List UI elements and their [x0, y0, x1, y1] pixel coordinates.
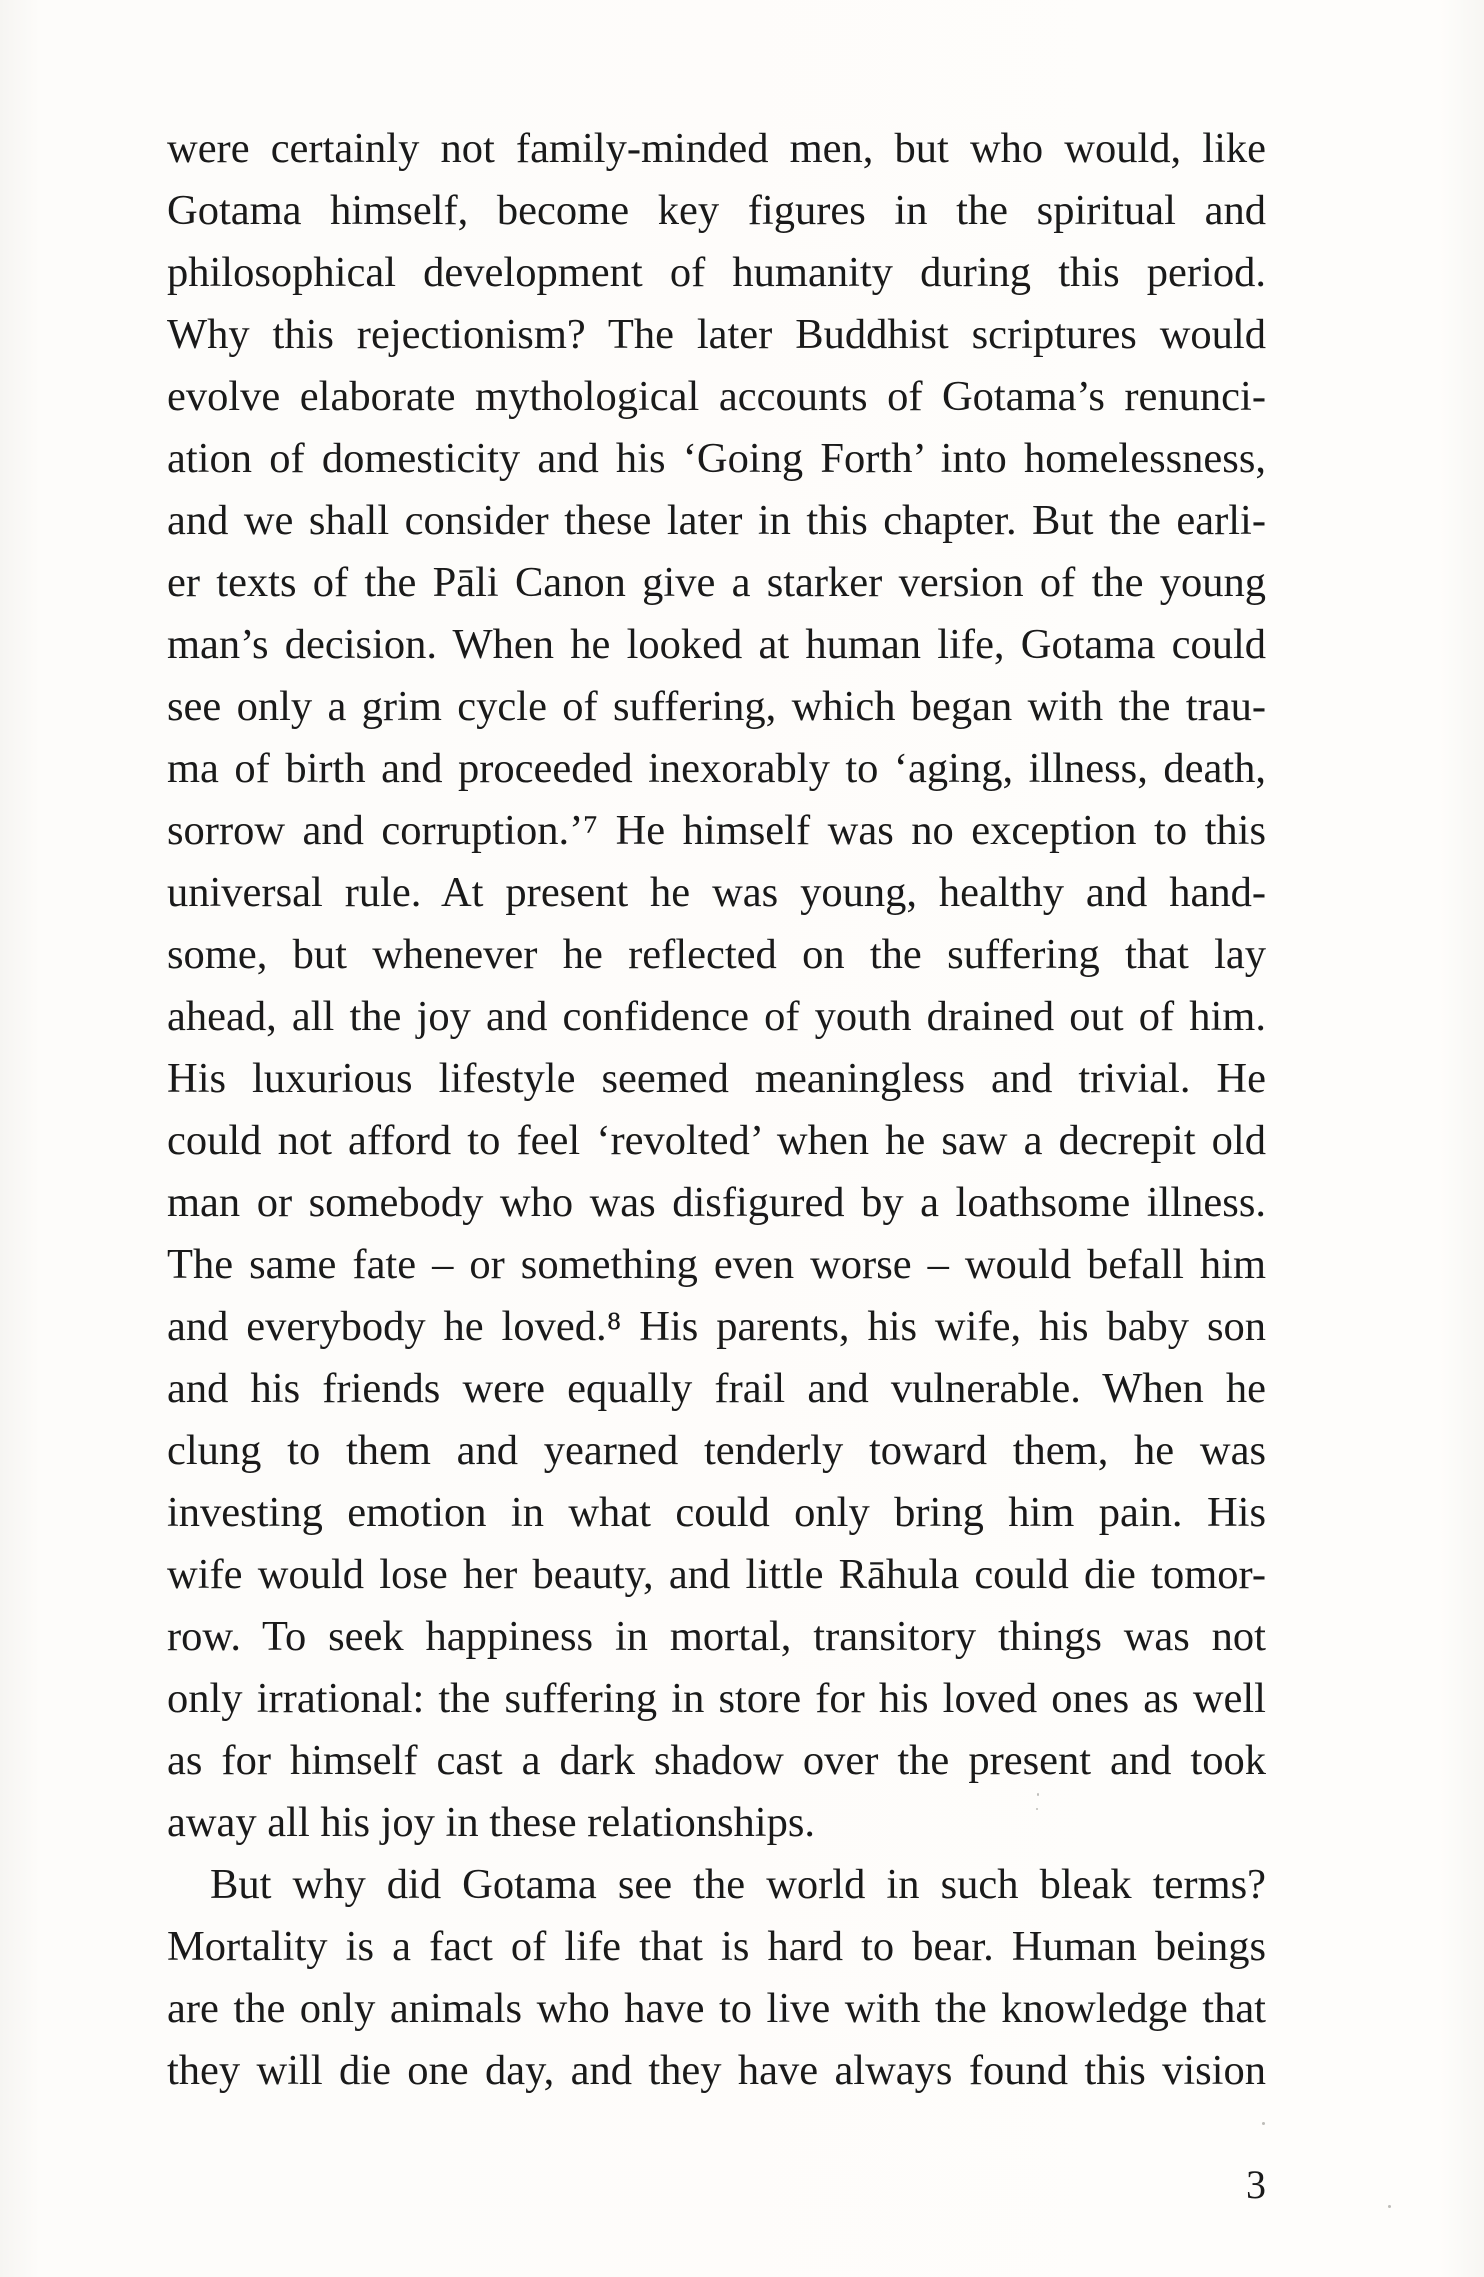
text-line: as for himself cast a dark shadow over the present and took	[167, 1737, 1266, 1784]
text-line: Mortality is a fact of life that is hard to bear. Human beings	[167, 1923, 1266, 1970]
text-line: and we shall consider these later in this chapter. But the earli-	[167, 497, 1266, 544]
text-line: Why this rejectionism? The later Buddhist scriptures would	[167, 311, 1266, 358]
text-line: they will die one day, and they have always found this vision	[167, 2047, 1266, 2094]
text-line: universal rule. At present he was young, healthy and hand-	[167, 869, 1266, 916]
text-line: are the only animals who have to live with the knowledge that	[167, 1985, 1266, 2032]
text-line: But why did Gotama see the world in such bleak terms?	[210, 1861, 1266, 1908]
text-line: only irrational: the suffering in store for his loved ones as well	[167, 1675, 1266, 1722]
paragraph-1	[167, 118, 1266, 1854]
text-line: The same fate – or something even worse – would befall him	[167, 1241, 1266, 1288]
page-number: 3	[1246, 2162, 1266, 2207]
text-line: and his friends were equally frail and vulnerable. When he	[167, 1365, 1266, 1412]
body-text	[167, 118, 1266, 2102]
text-line: wife would lose her beauty, and little Rāhula could die tomor-	[167, 1551, 1266, 1598]
paragraph-2	[167, 1854, 1266, 2102]
paper-speck	[1036, 1808, 1038, 1810]
text-line: row. To seek happiness in mortal, transitory things was not	[167, 1613, 1266, 1660]
text-line: were certainly not family-minded men, but who would, like	[167, 125, 1266, 172]
text-line: away all his joy in these relationships.	[167, 1799, 816, 1846]
text-line: ma of birth and proceeded inexorably to ‘aging, illness, death,	[167, 745, 1266, 792]
text-line: philosophical development of humanity during this period.	[167, 249, 1266, 296]
text-line: ation of domesticity and his ‘Going Forth’ into homelessness,	[167, 435, 1266, 482]
text-line: ahead, all the joy and confidence of youth drained out of him.	[167, 993, 1266, 1040]
text-line: could not afford to feel ‘revolted’ when he saw a decrepit old	[167, 1117, 1266, 1164]
text-line: er texts of the Pāli Canon give a starker version of the young	[167, 559, 1266, 606]
paper-speck	[1388, 2205, 1391, 2208]
text-line: some, but whenever he reflected on the suffering that lay	[167, 931, 1266, 978]
text-line: Gotama himself, become key figures in the spiritual and	[167, 187, 1266, 234]
text-line: and everybody he loved.⁸ His parents, his wife, his baby son	[167, 1303, 1266, 1350]
text-line: clung to them and yearned tenderly toward them, he was	[167, 1427, 1266, 1474]
text-line: sorrow and corruption.’⁷ He himself was no exception to this	[167, 807, 1266, 854]
text-line: His luxurious lifestyle seemed meaningless and trivial. He	[167, 1055, 1266, 1102]
text-line: evolve elaborate mythological accounts of Gotama’s renunci-	[167, 373, 1266, 420]
text-line: see only a grim cycle of suffering, which began with the trau-	[167, 683, 1266, 730]
text-line: man’s decision. When he looked at human life, Gotama could	[167, 621, 1266, 668]
text-line: investing emotion in what could only bring him pain. His	[167, 1489, 1266, 1536]
paper-speck	[1262, 2122, 1265, 2125]
text-line: man or somebody who was disfigured by a loathsome illness.	[167, 1179, 1266, 1226]
paper-speck	[1037, 1793, 1039, 1796]
